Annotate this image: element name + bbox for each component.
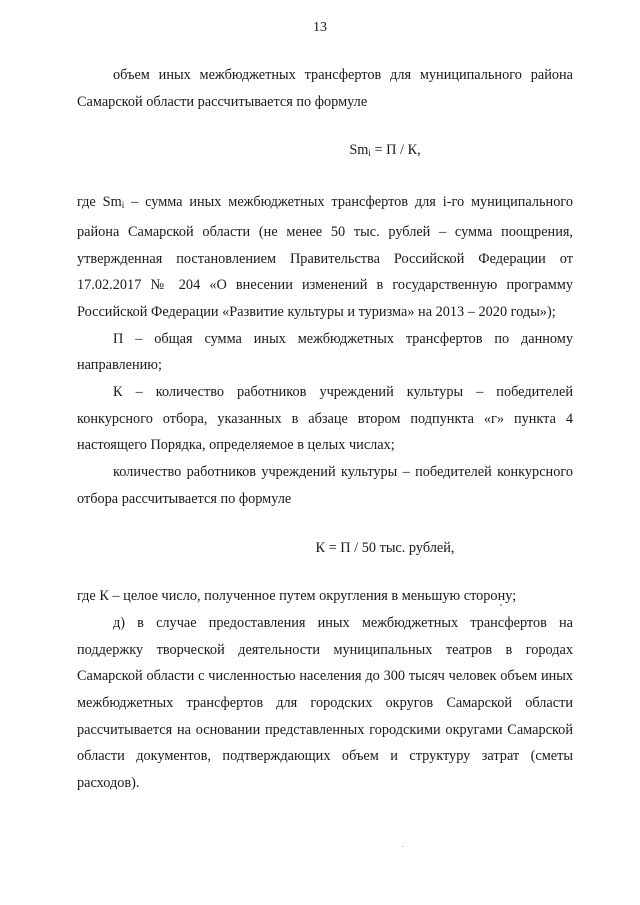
paragraph-k-definition: К – количество работников учреждений культуры – победителей конкурсного отбора, указанных в абзаце втором подпункта «г» пункта 4 настоящего Порядка, определяемое в целых числах; — [77, 384, 573, 454]
page-number: 13 — [313, 20, 327, 35]
scan-speck — [402, 846, 403, 847]
formula-sm-symbol: Sm — [349, 142, 369, 159]
paragraph-formula-intro: объем иных межбюджетных трансфертов для муниципального района Самарской области рассчитывается по формуле — [77, 67, 573, 110]
formula-sm-subscript: i — [368, 148, 371, 159]
paragraph-item-d: д) в случае предоставления иных межбюджетных трансфертов на поддержку творческой деятельности муниципальных театров в городах Самарской области с численностью населения до 300 тысяч человек объем иных межбюджетных трансфертов для городских округов Самарской области рассчитывается на основании представленных городскими округами Самарской области документов, подтверждающих объем и структуру затрат (сметы расходов). — [77, 614, 573, 792]
formula-sm-rest: = П / К, — [370, 142, 421, 159]
formula-k: К = П / 50 тыс. рублей, — [315, 539, 455, 556]
paragraph-p-definition: П – общая сумма иных межбюджетных трансфертов по данному направлению; — [77, 330, 573, 374]
sm-definition-prefix: где Sm — [77, 194, 122, 211]
sm-definition-rest: – сумма иных межбюджетных трансфертов для i-го муниципального района Самарской области (не менее 50 тыс. рублей – сумма поощрения, утвержденная постановлением Правительства Российской Федерации от 17.02.2017 № 204 «О внесении изменений в государственную программу Российской Федерации «Развитие культуры и туризма» на 2013 – 2020 годы»); — [77, 194, 573, 320]
paragraph-k-rounding: где К – целое число, полученное путем округления в меньшую сторону; — [77, 588, 517, 605]
sm-definition-subscript: i — [121, 200, 125, 211]
document-body-top — [77, 62, 573, 797]
scan-speck — [500, 604, 502, 606]
formula-sm — [77, 137, 573, 167]
paragraph-sm-definition — [77, 189, 573, 326]
paragraph-k-formula-intro: количество работников учреждений культуры – победителей конкурсного отбора рассчитывается по формуле — [77, 464, 573, 507]
